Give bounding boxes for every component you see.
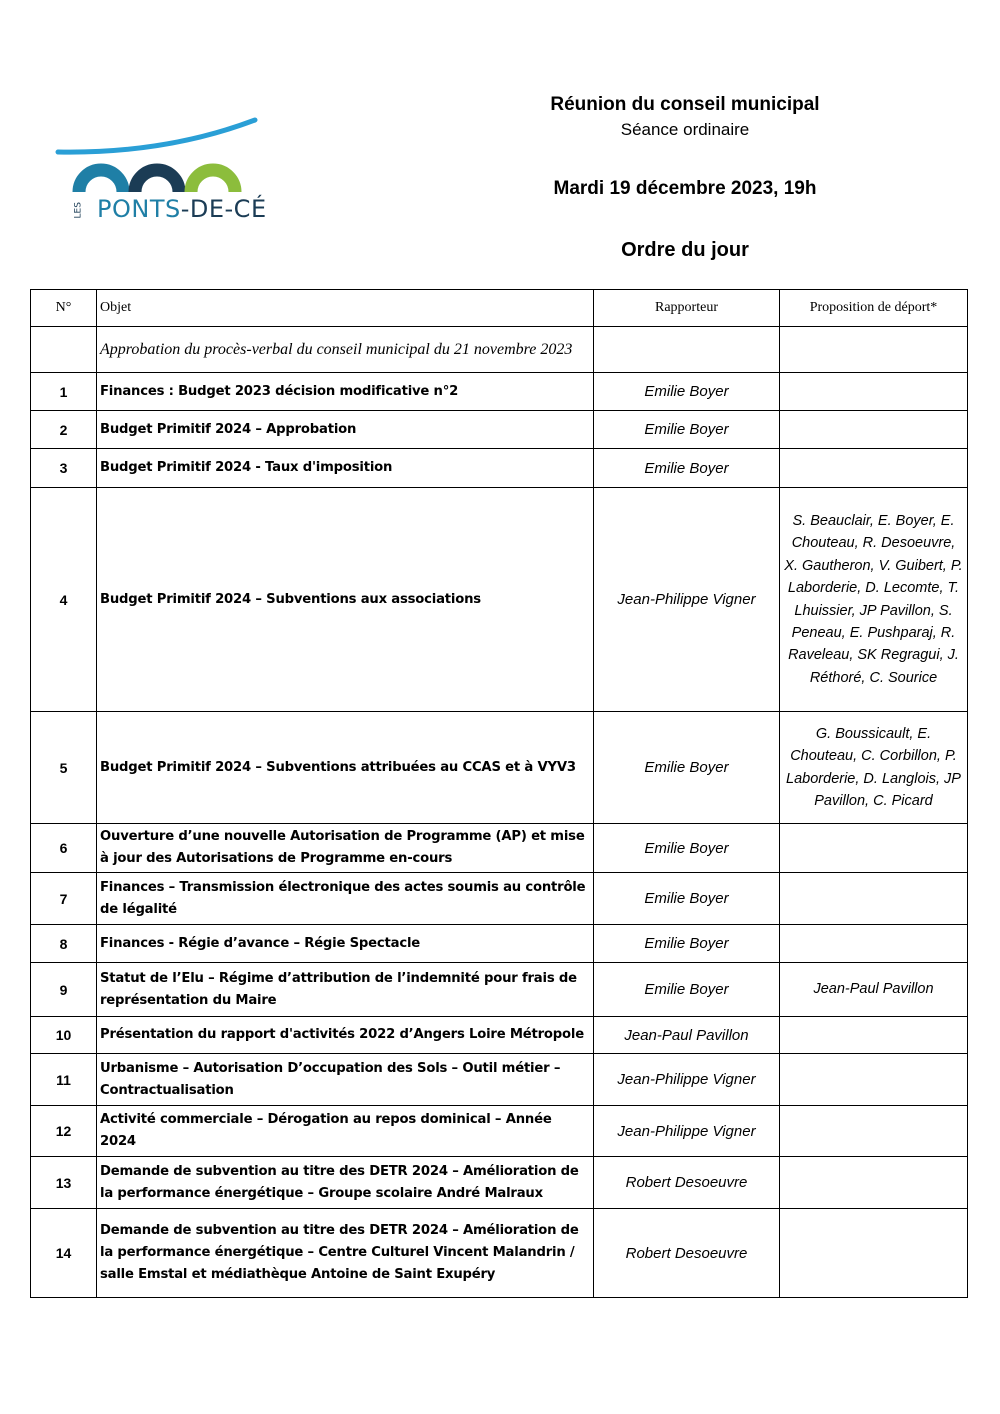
row-rapporteur: Emilie Boyer xyxy=(594,373,780,411)
row-num: 4 xyxy=(31,488,97,712)
row-proposition xyxy=(780,1106,968,1157)
table-row xyxy=(31,712,968,824)
table-row xyxy=(31,1017,968,1054)
row-objet: Demande de subvention au titre des DETR 2024 – Amélioration de la performance énergétique – Groupe scolaire André Malraux xyxy=(97,1157,594,1209)
row-proposition xyxy=(780,449,968,488)
logo-side-text: LES xyxy=(73,202,84,219)
row-objet: Finances - Régie d’avance – Régie Spectacle xyxy=(97,925,594,963)
logo-text-ponts: PONTS xyxy=(97,195,181,223)
table-row xyxy=(31,824,968,873)
row-rapporteur: Jean-Philippe Vigner xyxy=(594,488,780,712)
row-num: 5 xyxy=(31,712,97,824)
table-row xyxy=(31,411,968,449)
meeting-title: Réunion du conseil municipal xyxy=(550,94,820,115)
row-num: 10 xyxy=(31,1017,97,1054)
logo-text-de-ce: -DE-CÉ xyxy=(180,195,267,223)
table-row xyxy=(31,373,968,411)
row-objet: Demande de subvention au titre des DETR 2024 – Amélioration de la performance énergétique – Centre Culturel Vincent Malandrin / salle Emstal et médiathèque Antoine de Saint Exupéry xyxy=(97,1209,594,1298)
meeting-date: Mardi 19 décembre 2023, 19h xyxy=(553,178,817,199)
row-objet: Finances – Transmission électronique des actes soumis au contrôle de légalité xyxy=(97,873,594,925)
logo-arch-3 xyxy=(191,170,235,192)
row-num: 9 xyxy=(31,963,97,1017)
header-rapporteur: Rapporteur xyxy=(594,290,780,327)
header-objet: Objet xyxy=(97,290,594,327)
row-proposition xyxy=(780,1017,968,1054)
row-rapporteur: Emilie Boyer xyxy=(594,712,780,824)
row-objet: Budget Primitif 2024 - Taux d'imposition xyxy=(97,449,594,488)
row-objet: Budget Primitif 2024 – Subventions aux associations xyxy=(97,488,594,712)
row-num: 14 xyxy=(31,1209,97,1298)
row-num: 12 xyxy=(31,1106,97,1157)
header-num: N° xyxy=(31,290,97,327)
row-num: 8 xyxy=(31,925,97,963)
row-proposition: S. Beauclair, E. Boyer, E. Chouteau, R. Desoeuvre, X. Gautheron, V. Guibert, P. Laborderie, D. Lecomte, T. Lhuissier, JP Pavillon, S. Peneau, E. Pushparaj, R. Raveleau, SK Regragui, J. Réthoré, C. Sourice xyxy=(780,488,968,712)
row-num: 1 xyxy=(31,373,97,411)
row-objet: Approbation du procès-verbal du conseil municipal du 21 novembre 2023 xyxy=(97,327,594,373)
table-row xyxy=(31,1106,968,1157)
row-objet: Finances : Budget 2023 décision modificative n°2 xyxy=(97,373,594,411)
row-proposition xyxy=(780,327,968,373)
logo-arc xyxy=(58,120,255,152)
agenda-title: Ordre du jour xyxy=(621,239,749,261)
row-objet: Budget Primitif 2024 – Approbation xyxy=(97,411,594,449)
table-header-row xyxy=(31,290,968,327)
row-objet: Ouverture d’une nouvelle Autorisation de Programme (AP) et mise à jour des Autorisations de Programme en-cours xyxy=(97,824,594,873)
table-row xyxy=(31,1209,968,1298)
agenda-table xyxy=(30,289,968,1298)
row-rapporteur: Emilie Boyer xyxy=(594,873,780,925)
row-num xyxy=(31,327,97,373)
row-proposition xyxy=(780,824,968,873)
row-objet: Activité commerciale – Dérogation au repos dominical – Année 2024 xyxy=(97,1106,594,1157)
table-row xyxy=(31,449,968,488)
row-rapporteur: Emilie Boyer xyxy=(594,925,780,963)
row-rapporteur: Robert Desoeuvre xyxy=(594,1157,780,1209)
table-row xyxy=(31,1054,968,1106)
row-num: 11 xyxy=(31,1054,97,1106)
row-proposition: Jean-Paul Pavillon xyxy=(780,963,968,1017)
row-rapporteur xyxy=(594,327,780,373)
table-row xyxy=(31,873,968,925)
row-rapporteur: Jean-Paul Pavillon xyxy=(594,1017,780,1054)
row-rapporteur: Emilie Boyer xyxy=(594,449,780,488)
row-proposition xyxy=(780,873,968,925)
row-proposition: G. Boussicault, E. Chouteau, C. Corbillon, P. Laborderie, D. Langlois, JP Pavillon, C. Picard xyxy=(780,712,968,824)
meeting-subtitle: Séance ordinaire xyxy=(620,120,750,139)
row-objet: Urbanisme – Autorisation D’occupation des Sols – Outil métier – Contractualisation xyxy=(97,1054,594,1106)
row-num: 3 xyxy=(31,449,97,488)
table-row xyxy=(31,1157,968,1209)
row-proposition xyxy=(780,925,968,963)
row-rapporteur: Jean-Philippe Vigner xyxy=(594,1054,780,1106)
row-proposition xyxy=(780,411,968,449)
row-rapporteur: Robert Desoeuvre xyxy=(594,1209,780,1298)
row-rapporteur: Jean-Philippe Vigner xyxy=(594,1106,780,1157)
row-proposition xyxy=(780,1054,968,1106)
table-row xyxy=(31,488,968,712)
row-rapporteur: Emilie Boyer xyxy=(594,824,780,873)
row-proposition xyxy=(780,1209,968,1298)
table-row xyxy=(31,327,968,373)
row-proposition xyxy=(780,1157,968,1209)
row-objet: Statut de l’Elu – Régime d’attribution de l’indemnité pour frais de représentation du Maire xyxy=(97,963,594,1017)
row-num: 6 xyxy=(31,824,97,873)
row-rapporteur: Emilie Boyer xyxy=(594,963,780,1017)
row-rapporteur: Emilie Boyer xyxy=(594,411,780,449)
table-row xyxy=(31,963,968,1017)
logo-arch-1 xyxy=(79,170,123,192)
row-num: 13 xyxy=(31,1157,97,1209)
table-row xyxy=(31,925,968,963)
row-num: 2 xyxy=(31,411,97,449)
logo-arch-2 xyxy=(135,170,179,192)
row-proposition xyxy=(780,373,968,411)
logo-wordmark xyxy=(97,197,267,221)
row-objet: Présentation du rapport d'activités 2022 d’Angers Loire Métropole xyxy=(97,1017,594,1054)
row-objet: Budget Primitif 2024 – Subventions attribuées au CCAS et à VYV3 xyxy=(97,712,594,824)
row-num: 7 xyxy=(31,873,97,925)
header-proposition: Proposition de déport* xyxy=(780,290,968,327)
